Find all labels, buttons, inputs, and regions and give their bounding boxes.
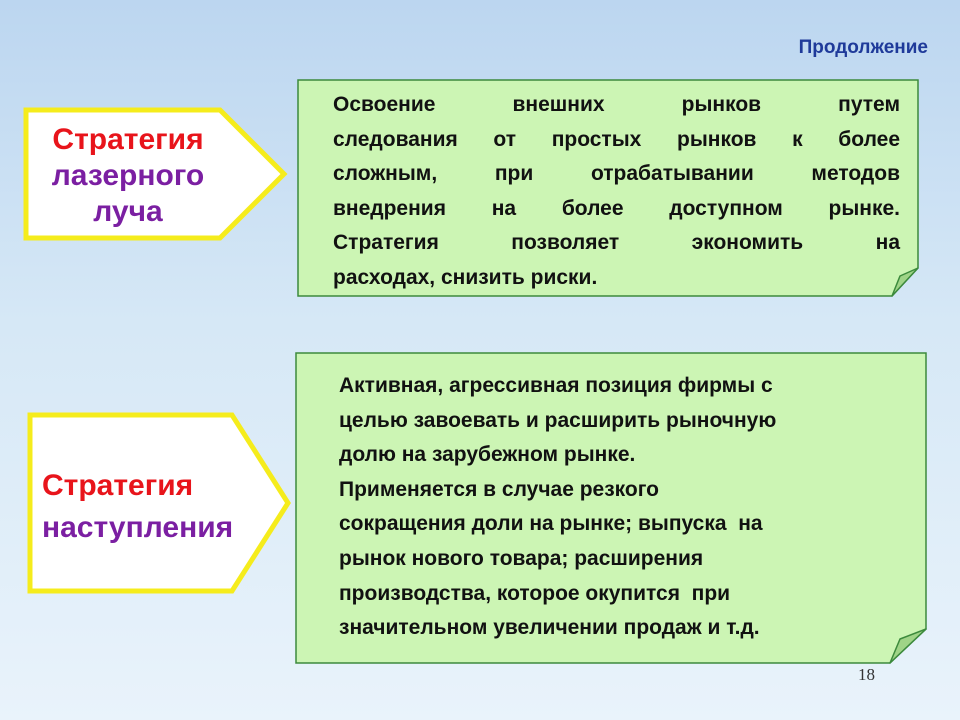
strategy-2-description-line: долю на зарубежном рынке.: [339, 443, 636, 467]
strategy-2-description-line: сокращения доли на рынке; выпуска на: [339, 512, 763, 536]
strategy-2-description-line: целью завоевать и расширить рыночную: [339, 408, 777, 432]
strategy-2-title: [42, 465, 233, 549]
strategy-1-title-line-3: луча: [93, 195, 163, 228]
strategy-1-title: [28, 122, 228, 230]
strategy-1-description-line: Стратегия позволяет экономить на: [333, 231, 900, 254]
strategy-1-description-line: расходах, снизить риски.: [333, 265, 598, 289]
strategy-1-description-line: внедрения на более доступном рынке.: [333, 196, 900, 220]
strategy-2-description-line: производства, которое окупится при: [339, 581, 731, 605]
strategy-2-description-line: Применяется в случае резкого: [339, 477, 660, 501]
strategy-2-title-line-1: Стратегия: [42, 469, 194, 502]
page-number: 18: [858, 665, 875, 684]
strategy-2-description-line: значительном увеличении продаж и т.д.: [339, 616, 760, 640]
continuation-label: Продолжение: [798, 37, 928, 58]
strategy-2-description-line: Активная, агрессивная позиция фирмы с: [339, 374, 773, 397]
strategy-1-description-line: следования от простых рынков к более: [333, 127, 900, 151]
strategy-2-description-line: рынок нового товара; расширения: [339, 546, 704, 570]
strategy-1-description-line: Освоение внешних рынков путем: [333, 93, 900, 116]
strategy-1-description-line: сложным, при отрабатывании методов: [333, 162, 900, 185]
strategy-1-title-line-1: Стратегия: [52, 123, 204, 156]
strategy-2-description: [339, 369, 929, 646]
strategy-1-description: [333, 88, 900, 295]
strategy-2-title-line-2: наступления: [42, 511, 234, 544]
strategy-1-title-line-2: лазерного: [51, 159, 205, 192]
